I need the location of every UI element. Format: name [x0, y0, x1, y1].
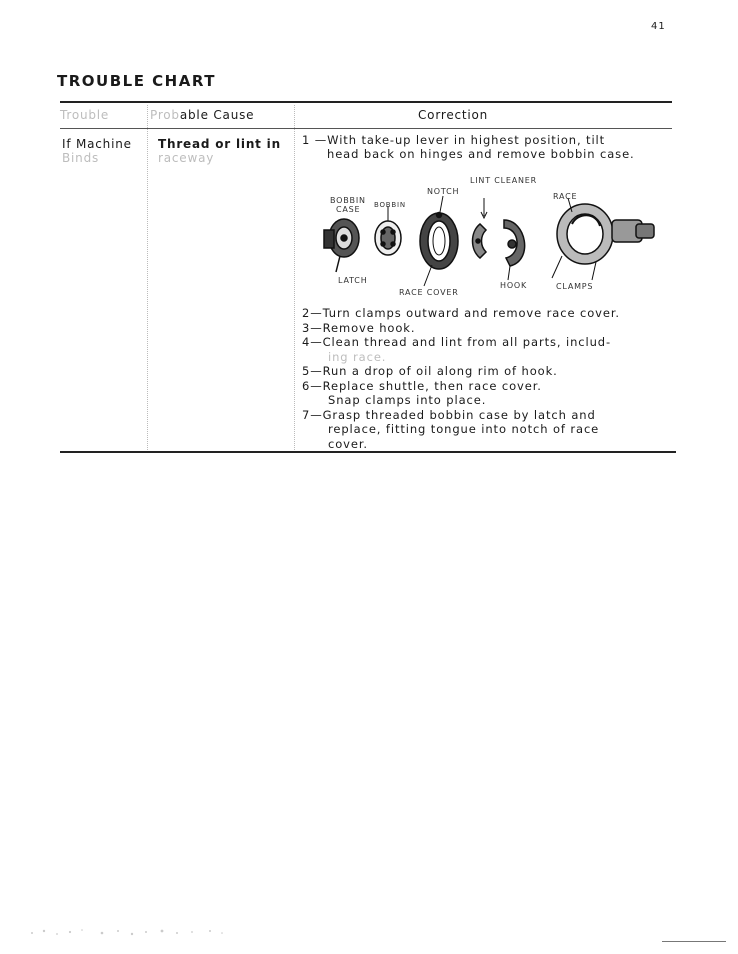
label-race-cover: RACE COVER	[399, 288, 459, 297]
label-bobbin-case-line-2: CASE	[336, 205, 361, 214]
correction-steps	[302, 306, 652, 451]
trouble-line-2: Binds	[62, 151, 100, 165]
label-latch: LATCH	[338, 276, 368, 285]
scan-smudge	[22, 926, 232, 938]
label-lint-cleaner: LINT CLEANER	[470, 176, 537, 185]
header-probable-cause: Probable Cause	[150, 108, 255, 122]
table-top-rule	[60, 101, 672, 103]
step-line-6-cont: Snap clamps into place.	[328, 393, 487, 407]
step-line-7-cont-2: cover.	[328, 436, 368, 451]
label-bobbin: BOBBIN	[374, 201, 406, 209]
label-clamps: CLAMPS	[556, 282, 594, 291]
trouble-line-1: If Machine	[62, 137, 132, 151]
page-number: 41	[651, 21, 666, 32]
step-line-4-cont: ing race.	[328, 349, 387, 364]
bobbin-case-drawing	[324, 219, 359, 272]
header-cause-text: able Cause	[179, 108, 255, 122]
bobbin-assembly-illustration	[300, 168, 660, 303]
table-bottom-rule	[60, 451, 676, 453]
header-correction: Correction	[418, 108, 489, 122]
header-rule	[60, 128, 672, 129]
step-line-7-cont: replace, fitting tongue into notch of race	[328, 422, 600, 436]
step-line-6: 6—Replace shuttle, then race cover.	[302, 378, 542, 393]
column-divider-1	[147, 105, 148, 450]
label-hook: HOOK	[500, 281, 528, 290]
step-line-2: 2—Turn clamps outward and remove race cover.	[302, 306, 620, 320]
trouble-cell	[62, 137, 132, 165]
cause-line-2: raceway	[158, 151, 215, 165]
bobbin-drawing	[375, 206, 401, 255]
column-divider-2	[294, 105, 295, 450]
race-cover-drawing	[420, 196, 458, 286]
step-line-3: 3—Remove hook.	[302, 320, 416, 335]
lint-cleaner-drawing	[473, 198, 488, 258]
header-trouble: Trouble	[60, 108, 110, 122]
cause-cell	[158, 137, 281, 165]
step-line-5: 5—Run a drop of oil along rim of hook.	[302, 364, 558, 378]
cause-line-1: Thread or lint in	[158, 137, 281, 151]
label-notch: NOTCH	[427, 187, 460, 196]
step-1-line-2: head back on hinges and remove bobbin case.	[327, 147, 635, 161]
step-line-7: 7—Grasp threaded bobbin case by latch and	[302, 407, 596, 422]
correction-step-1	[302, 133, 635, 161]
step-line-4: 4—Clean thread and lint from all parts, includ-	[302, 335, 612, 349]
label-race: RACE	[553, 192, 578, 201]
page-title: TROUBLE CHART	[57, 72, 216, 90]
label-bobbin-case-line-1: BOBBIN	[330, 196, 366, 205]
hook-drawing	[504, 220, 525, 280]
step-1-line-1: 1 —With take-up lever in highest position, tilt	[302, 133, 606, 147]
race-drawing	[552, 198, 654, 280]
scan-edge-mark	[662, 941, 726, 942]
